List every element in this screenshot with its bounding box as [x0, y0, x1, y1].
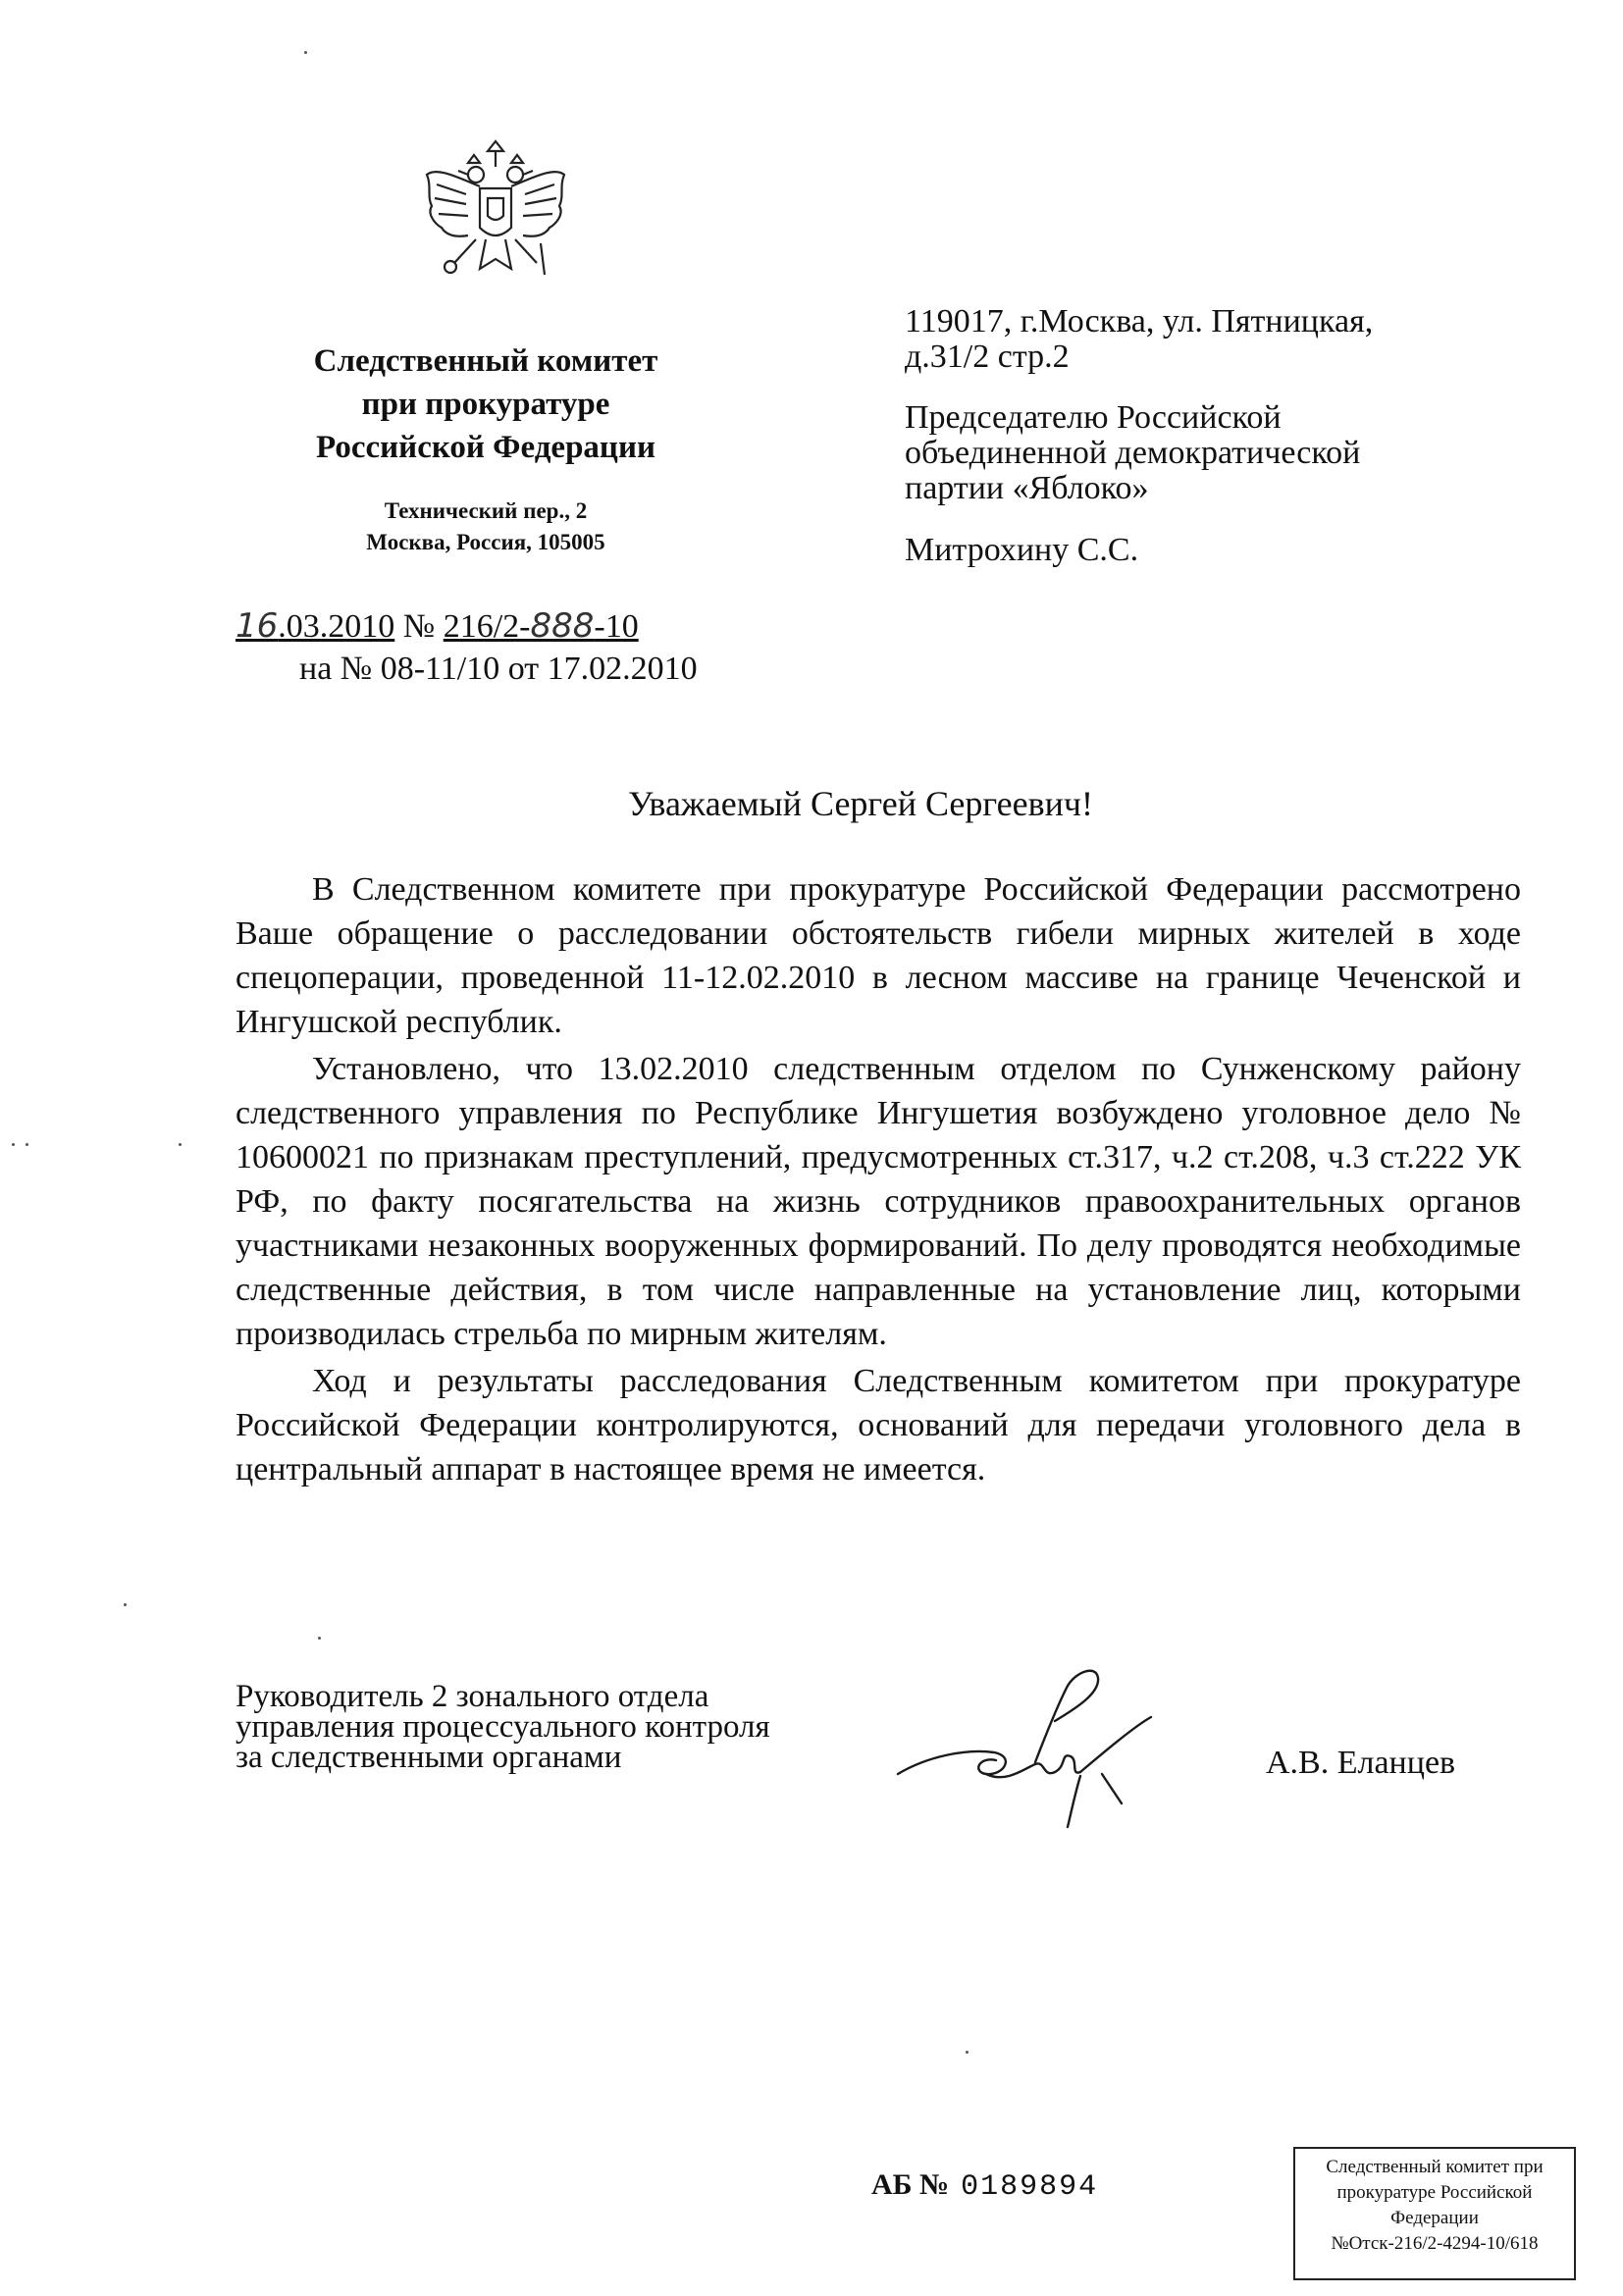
scan-speck [124, 1603, 127, 1606]
address-line: 119017, г.Москва, ул. Пятницкая, [905, 303, 1374, 339]
stamp-line: №Отск-216/2-4294-10/618 [1331, 2233, 1539, 2254]
signatory-title-line: за следственными органами [236, 1740, 622, 1775]
scan-speck [179, 1143, 182, 1146]
recipient-name: Митрохину С.С. [905, 532, 1139, 568]
reference-number: на № 08-11/10 от 17.02.2010 [299, 651, 698, 687]
recipient-title [905, 400, 1533, 506]
letter-body [236, 867, 1521, 1494]
scan-speck [12, 1143, 15, 1146]
handwritten-day: 16 [236, 606, 279, 646]
org-line: Следственный комитет [313, 343, 658, 379]
scan-speck [966, 2051, 969, 2054]
scan-speck [304, 51, 307, 54]
salutation: Уважаемый Сергей Сергеевич! [628, 784, 1093, 823]
number-sign: № [402, 608, 436, 645]
paragraph: В Следственном комитете при прокуратуре Российской Федерации рассмотрено Ваше обращение о расследовании обстоятельств гибели мирных жителей в ходе спецоперации, проведенной 11-12.02.2010 в лесном массиве на границе Чеченской и Ингушской республик. [236, 871, 1521, 1040]
form-series-label: АБ № [871, 2168, 950, 2201]
recipient-line: объединенной демократической [905, 435, 1361, 471]
registration-date: 16.03.2010 [236, 606, 395, 646]
stamp-line: Федерации [1390, 2208, 1479, 2228]
stamp-line: Следственный комитет при [1326, 2157, 1544, 2177]
organization-name [245, 339, 726, 469]
organization-address [245, 496, 726, 558]
org-line: при прокуратуре [361, 387, 610, 422]
recipient-line: Председателю Российской [905, 399, 1282, 436]
coat-of-arms-icon [397, 137, 594, 294]
signatory-name: А.В. Еланцев [1266, 1745, 1456, 1781]
paragraph: Ход и результаты расследования Следственным комитетом при прокуратуре Российской Федерации контролируются, оснований для передачи уголовного дела в центральный аппарат в настоящее время не имеется. [236, 1363, 1521, 1487]
org-line: Российской Федерации [316, 430, 655, 465]
scan-speck [26, 1143, 28, 1146]
org-address-line: Технический пер., 2 [384, 498, 588, 523]
recipient-line: партии «Яблоко» [905, 470, 1149, 506]
form-serial [871, 2168, 1098, 2204]
registration-date-number [236, 606, 639, 647]
signatory-title-line: управления процессуального контроля [236, 1709, 770, 1745]
scan-speck [318, 1637, 321, 1640]
handwritten-number: 888 [530, 606, 595, 646]
org-address-line: Москва, Россия, 105005 [366, 530, 605, 554]
paragraph: Установлено, что 13.02.2010 следственным отделом по Сунженскому району следственного управления по Республике Ингушетия возбуждено уголовное дело № 10600021 по признакам преступлений, предусмотренных ст.317, ч.2 ст.208, ч.3 ст.222 УК РФ, по факту посягательства на жизнь сотрудников правоохранительных органов участниками незаконных вооруженных формирований. По делу проводятся необходимые следственные действия, в том числе направленные на установление лиц, которыми производилась стрельба по мирным жителям. [236, 1051, 1521, 1352]
address-line: д.31/2 стр.2 [905, 339, 1070, 375]
signatory-title-line: Руководитель 2 зонального отдела [236, 1679, 709, 1714]
registration-number: 216/2-888-10 [443, 606, 639, 646]
incoming-registration-stamp [1293, 2147, 1576, 2280]
signatory-title [236, 1679, 770, 1775]
form-serial-number: 0189894 [961, 2170, 1099, 2204]
handwritten-signature [888, 1658, 1182, 1830]
postal-address [905, 304, 1533, 375]
stamp-line: прокуратуре Российской [1336, 2182, 1533, 2203]
